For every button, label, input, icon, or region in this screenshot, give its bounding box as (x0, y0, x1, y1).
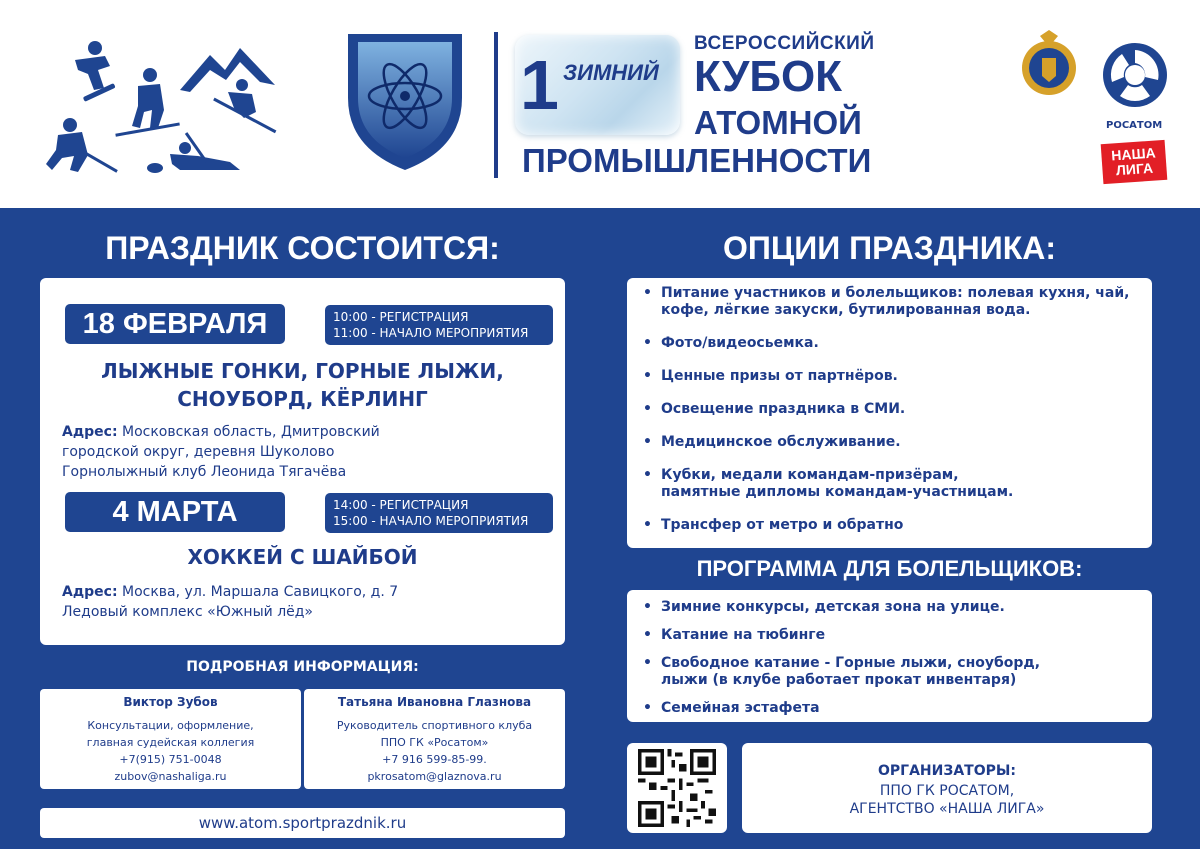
option-6-line-1: • Кубки, медали командам-призёрам, (661, 467, 959, 483)
fan-item (643, 627, 1142, 644)
option-item (643, 368, 1142, 385)
option-item (643, 517, 1142, 534)
organizers-card (742, 743, 1152, 833)
info-title: ПОДРОБНАЯ ИНФОРМАЦИЯ: (186, 659, 419, 675)
event-2-address-line-2: Ледовый комплекс «Южный лёд» (62, 604, 313, 620)
fan-item (643, 700, 1142, 717)
fans-heading: ПРОГРАММА ДЛЯ БОЛЕЛЬЩИКОВ: (696, 556, 1083, 581)
event-2-address-line-1: Москва, ул. Маршала Савицкого, д. 7 (117, 584, 399, 600)
event-1-times (325, 305, 553, 345)
logo-word: ЗИМНИЙ (563, 60, 659, 85)
contact-1-name: Виктор Зубов (123, 695, 218, 709)
option-3-line-1: • Ценные призы от партнёров. (661, 368, 898, 384)
right-heading: ОПЦИИ ПРАЗДНИКА: (722, 230, 1057, 266)
contact-2-name: Татьяна Ивановна Глазнова (337, 695, 532, 709)
contact-1-email[interactable]: zubov@nashaliga.ru (114, 770, 227, 783)
atom-shield-icon (340, 28, 470, 173)
organizers-line-2: АГЕНТСТВО «НАША ЛИГА» (849, 801, 1045, 817)
event-1-address-label: Адрес: (62, 424, 118, 440)
option-1-line-1: • Питание участников и болельщиков: полевая кухня, чай, (661, 285, 1130, 301)
fan-2-line-1: • Катание на тюбинге (661, 627, 826, 643)
contact-2-phone[interactable]: +7 916 599-85-99. (382, 753, 487, 766)
contact-1-role-line-1: Консультации, оформление, (87, 719, 254, 732)
event-2-time-start: 15:00 - НАЧАЛО МЕРОПРИЯТИЯ (333, 514, 529, 528)
event-2-date: 4 МАРТА (65, 492, 285, 532)
event-2-address-label: Адрес: (62, 584, 118, 600)
option-2-line-1: • Фото/видеосьемка. (661, 335, 819, 351)
event-1-address-line-1: Московская область, Дмитровский (117, 424, 380, 440)
event-1-time-start: 11:00 - НАЧАЛО МЕРОПРИЯТИЯ (333, 326, 529, 340)
event-1-address-line-3: Горнолыжный клуб Леонида Тягачёва (62, 464, 347, 480)
event-2-times (325, 493, 553, 533)
event-1-address-line-2: городской округ, деревня Шуколово (62, 444, 335, 460)
contact-2-role-line-2: ППО ГК «Росатом» (380, 736, 489, 749)
divider-line (494, 32, 498, 178)
left-heading: ПРАЗДНИК СОСТОИТСЯ: (105, 230, 500, 266)
option-item (643, 467, 1142, 501)
fans-list (643, 599, 1142, 717)
option-5-line-1: • Медицинское обслуживание. (661, 434, 901, 450)
title-line-2: АТОМНОЙ (694, 104, 862, 141)
logo-number: 1 (520, 46, 559, 124)
event-2-time-registration: 14:00 - РЕГИСТРАЦИЯ (333, 498, 469, 512)
fan-3-line-1: • Свободное катание - Горные лыжи, сноуборд, (661, 655, 1041, 671)
fan-3-line-2: лыжи (в клубе работает прокат инвентаря) (661, 672, 1017, 688)
events-card (40, 278, 565, 645)
option-4-line-1: • Освещение праздника в СМИ. (661, 401, 906, 417)
title-small: ВСЕРОССИЙСКИЙ (694, 33, 875, 54)
event-1-date: 18 ФЕВРАЛЯ (65, 304, 285, 344)
title-line-3: ПРОМЫШЛЕННОСТИ (522, 142, 872, 179)
winter-sports-silhouettes-icon (30, 30, 290, 190)
rosatom-logo-icon (1100, 30, 1170, 130)
event-2-address (62, 582, 398, 622)
rosatom-label: РОСАТОМ (1106, 120, 1163, 131)
fan-1-line-1: • Зимние конкурсы, детская зона на улице. (661, 599, 1005, 615)
event-1-title-line-2: СНОУБОРД, КЁРЛИНГ (177, 387, 428, 411)
contact-card-2 (304, 689, 565, 789)
option-6-line-2: памятные дипломы командам-участницам. (661, 484, 1014, 500)
event-1-title-line-1: ЛЫЖНЫЕ ГОНКИ, ГОРНЫЕ ЛЫЖИ, (101, 359, 504, 383)
liga-line-1: НАША (1110, 144, 1157, 164)
contact-1-role-line-2: главная судейская коллегия (86, 736, 255, 749)
option-item (643, 401, 1142, 418)
qr-code-icon[interactable] (638, 749, 716, 827)
event-1-time-registration: 10:00 - РЕГИСТРАЦИЯ (333, 310, 469, 324)
website-link[interactable]: www.atom.sportprazdnik.ru (40, 808, 565, 838)
contact-card-1 (40, 689, 301, 789)
option-7-line-1: • Трансфер от метро и обратно (661, 517, 904, 533)
fan-4-line-1: • Семейная эстафета (661, 700, 820, 716)
header (0, 0, 1200, 208)
fan-item (643, 599, 1142, 616)
event-1-address (62, 422, 380, 482)
organizers-title: ОРГАНИЗАТОРЫ: (878, 763, 1016, 779)
nasha-liga-logo (1101, 140, 1168, 184)
options-list (643, 285, 1142, 534)
option-item (643, 434, 1142, 451)
event-2-title: ХОККЕЙ С ШАЙБОЙ (187, 545, 418, 569)
contact-2-email[interactable]: pkrosatom@glaznova.ru (367, 770, 502, 783)
option-1-line-2: кофе, лёгкие закуски, бутилированная вода. (661, 302, 1031, 318)
title-line-1: КУБОК (694, 52, 843, 101)
liga-line-2: ЛИГА (1115, 159, 1154, 179)
contact-2-role-line-1: Руководитель спортивного клуба (336, 719, 533, 732)
option-item (643, 285, 1142, 319)
contact-1-phone[interactable]: +7(915) 751-0048 (119, 753, 222, 766)
options-card (627, 278, 1152, 548)
fans-card (627, 590, 1152, 722)
organizers-line-1: ППО ГК РОСАТОМ, (879, 783, 1015, 799)
fan-item (643, 655, 1142, 689)
emblem-icon (1020, 28, 1078, 108)
option-item (643, 335, 1142, 352)
